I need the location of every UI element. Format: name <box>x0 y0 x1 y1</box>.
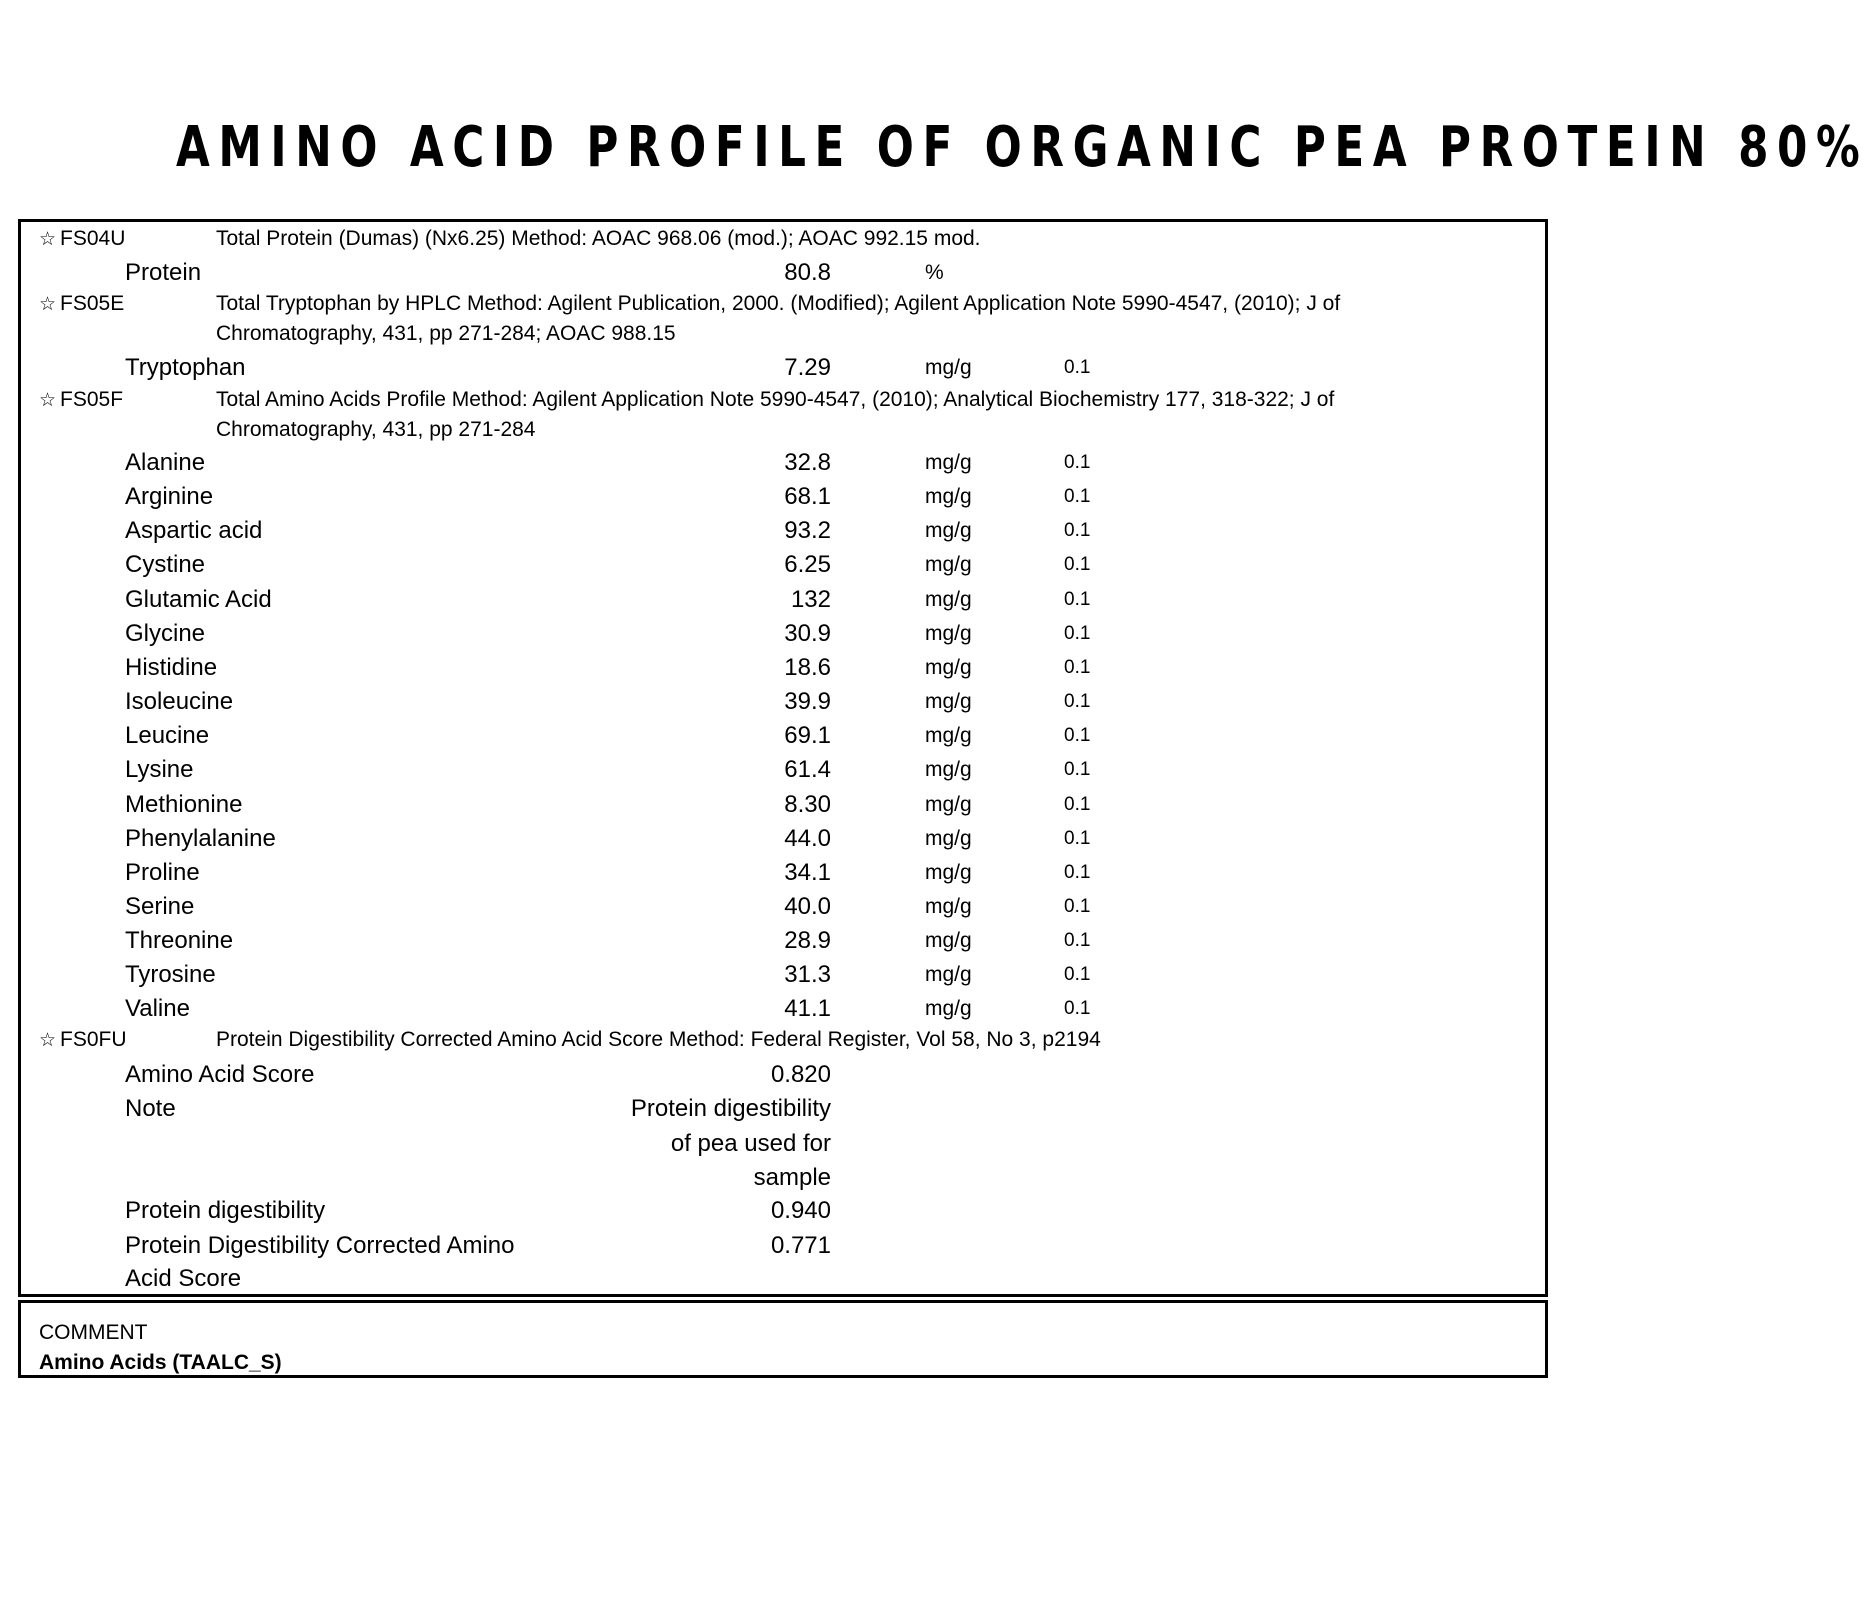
result-row-tryptophan <box>21 351 1221 385</box>
analyte-name: Isoleucine <box>125 688 234 715</box>
reporting-limit: 0.1 <box>1064 862 1091 883</box>
reporting-limit: 0.1 <box>1064 691 1091 712</box>
star-icon: ☆ <box>39 1030 57 1051</box>
analyte-unit: mg/g <box>925 827 972 850</box>
table-row <box>21 583 1221 617</box>
section-description: Protein Digestibility Corrected Amino Acid Score Method: Federal Register, Vol 58, No 3, p2194 <box>216 1028 1101 1051</box>
reporting-limit: 0.1 <box>1064 589 1091 610</box>
analyte-name: Arginine <box>125 483 214 510</box>
table-row <box>21 856 1221 890</box>
analyte-value: 61.4 <box>784 756 831 783</box>
analyte-unit: mg/g <box>925 690 972 713</box>
analyte-value: 6.25 <box>784 551 831 578</box>
analyte-unit: % <box>925 261 944 284</box>
analyte-value: 8.30 <box>784 791 831 818</box>
table-row <box>21 480 1221 514</box>
analyte-unit: mg/g <box>925 485 972 508</box>
reporting-limit: 0.1 <box>1064 486 1091 507</box>
analyte-name: Phenylalanine <box>125 825 276 852</box>
star-icon: ☆ <box>39 390 57 411</box>
analyte-value: 69.1 <box>784 722 831 749</box>
analyte-value: 0.940 <box>770 1197 831 1224</box>
table-row <box>21 548 1221 582</box>
table-row <box>21 685 1221 719</box>
table-row <box>21 514 1221 548</box>
table-row <box>21 958 1221 992</box>
analyte-unit: mg/g <box>925 963 972 986</box>
star-icon: ☆ <box>39 229 57 250</box>
page-title: AMINO ACID PROFILE OF ORGANIC PEA PROTEIN 80% <box>176 115 1868 180</box>
analyte-value: 132 <box>790 586 831 613</box>
analyte-name: Glycine <box>125 620 206 647</box>
reporting-limit: 0.1 <box>1064 930 1091 951</box>
comment-label: COMMENT <box>39 1321 148 1344</box>
analyte-value: 39.9 <box>784 688 831 715</box>
analyte-value: 0.771 <box>770 1232 831 1259</box>
section-description: Total Protein (Dumas) (Nx6.25) Method: AOAC 968.06 (mod.); AOAC 992.15 mod. <box>216 227 981 250</box>
reporting-limit: 0.1 <box>1064 554 1091 575</box>
analyte-name: Amino Acid Score <box>125 1061 315 1088</box>
result-row-pdcaas-continued <box>21 1262 1221 1296</box>
analyte-value: 28.9 <box>784 927 831 954</box>
reporting-limit: 0.1 <box>1064 896 1091 917</box>
analyte-name: Note <box>125 1095 176 1122</box>
note-value-line: sample <box>753 1164 831 1191</box>
reporting-limit: 0.1 <box>1064 828 1091 849</box>
analyte-value: 44.0 <box>784 825 831 852</box>
note-value-line: Protein digestibility <box>630 1095 831 1122</box>
section-code: ☆ FS05F <box>39 388 124 411</box>
analyte-unit: mg/g <box>925 895 972 918</box>
analyte-value: 18.6 <box>784 654 831 681</box>
analyte-name: Acid Score <box>125 1265 242 1292</box>
section-code: ☆ FS04U <box>39 227 126 250</box>
analyte-value: 41.1 <box>784 995 831 1022</box>
table-row <box>21 924 1221 958</box>
reporting-limit: 0.1 <box>1064 657 1091 678</box>
analyte-value: 31.3 <box>784 961 831 988</box>
analyte-name: Proline <box>125 859 200 886</box>
analyte-unit: mg/g <box>925 861 972 884</box>
section-description: Total Tryptophan by HPLC Method: Agilent Publication, 2000. (Modified); Agilent Application Note 5990-4547, (2010); J of <box>216 292 1341 315</box>
section-description-continued: Chromatography, 431, pp 271-284 <box>216 418 536 441</box>
star-icon: ☆ <box>39 294 57 315</box>
analyte-name: Protein Digestibility Corrected Amino <box>125 1232 515 1259</box>
table-row <box>21 822 1221 856</box>
reporting-limit: 0.1 <box>1064 452 1091 473</box>
analyte-unit: mg/g <box>925 451 972 474</box>
analyte-name: Tyrosine <box>125 961 216 988</box>
result-row-amino-acid-score <box>21 1058 1221 1092</box>
analyte-value: 30.9 <box>784 620 831 647</box>
analyte-value: 93.2 <box>784 517 831 544</box>
analyte-name: Serine <box>125 893 195 920</box>
analyte-value: 32.8 <box>784 449 831 476</box>
comment-panel <box>18 1300 1548 1378</box>
analyte-name: Threonine <box>125 927 234 954</box>
analyte-name: Alanine <box>125 449 206 476</box>
analyte-name: Histidine <box>125 654 218 681</box>
analyte-value: 80.8 <box>784 259 831 286</box>
analyte-unit: mg/g <box>925 793 972 816</box>
section-description-continued: Chromatography, 431, pp 271-284; AOAC 988.15 <box>216 322 676 345</box>
analyte-value: 40.0 <box>784 893 831 920</box>
table-row <box>21 617 1221 651</box>
analyte-name: Glutamic Acid <box>125 586 272 613</box>
analyte-unit: mg/g <box>925 724 972 747</box>
table-row <box>21 719 1221 753</box>
section-description: Total Amino Acids Profile Method: Agilent Application Note 5990-4547, (2010); Analytical Biochemistry 177, 318-322; J of <box>216 388 1335 411</box>
analyte-unit: mg/g <box>925 758 972 781</box>
reporting-limit: 0.1 <box>1064 794 1091 815</box>
analyte-name: Tryptophan <box>125 354 246 381</box>
analyte-unit: mg/g <box>925 929 972 952</box>
analyte-unit: mg/g <box>925 622 972 645</box>
table-row <box>21 651 1221 685</box>
reporting-limit: 0.1 <box>1064 725 1091 746</box>
analyte-name: Protein <box>125 259 202 286</box>
table-row <box>21 992 1221 1026</box>
result-row-protein <box>21 256 1221 290</box>
reporting-limit: 0.1 <box>1064 520 1091 541</box>
analyte-name: Lysine <box>125 756 194 783</box>
analyte-unit: mg/g <box>925 997 972 1020</box>
section-code: ☆ FS05E <box>39 292 125 315</box>
analyte-unit: mg/g <box>925 656 972 679</box>
result-row-protein-digestibility <box>21 1194 1221 1228</box>
reporting-limit: 0.1 <box>1064 964 1091 985</box>
analyte-name: Valine <box>125 995 190 1022</box>
analyte-name: Aspartic acid <box>125 517 263 544</box>
table-row <box>21 890 1221 924</box>
table-row <box>21 753 1221 787</box>
table-row <box>21 446 1221 480</box>
analyte-name: Methionine <box>125 791 243 818</box>
analyte-unit: mg/g <box>925 588 972 611</box>
analyte-name: Cystine <box>125 551 206 578</box>
reporting-limit: 0.1 <box>1064 623 1091 644</box>
analyte-value: 7.29 <box>784 354 831 381</box>
analyte-unit: mg/g <box>925 356 972 379</box>
reporting-limit: 0.1 <box>1064 759 1091 780</box>
results-panel <box>18 219 1548 1297</box>
comment-text: Amino Acids (TAALC_S) <box>39 1351 282 1374</box>
analyte-unit: mg/g <box>925 519 972 542</box>
note-value-line: of pea used for <box>670 1130 831 1157</box>
analyte-value: 68.1 <box>784 483 831 510</box>
analyte-value: 0.820 <box>770 1061 831 1088</box>
table-row <box>21 788 1221 822</box>
reporting-limit: 0.1 <box>1064 357 1091 378</box>
analyte-value: 34.1 <box>784 859 831 886</box>
analyte-unit: mg/g <box>925 553 972 576</box>
analyte-name: Protein digestibility <box>125 1197 326 1224</box>
result-row-pdcaas <box>21 1229 1221 1263</box>
reporting-limit: 0.1 <box>1064 998 1091 1019</box>
section-code: ☆ FS0FU <box>39 1028 127 1051</box>
analyte-name: Leucine <box>125 722 210 749</box>
